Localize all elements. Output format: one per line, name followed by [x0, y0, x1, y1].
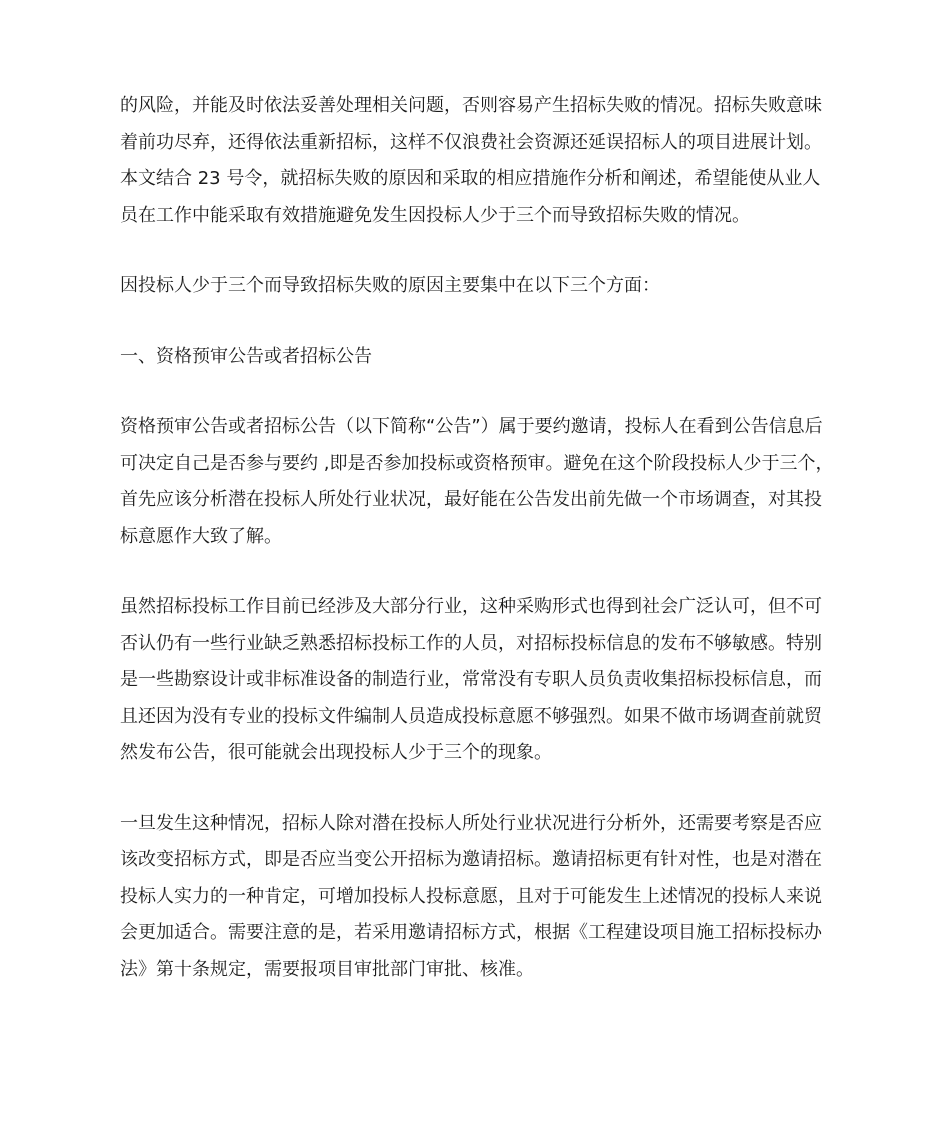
paragraph-spacer [120, 772, 832, 806]
paragraph-spacer [120, 305, 832, 339]
paragraph-invitation [120, 806, 832, 989]
text-line: 着前功尽弃，还得依法重新招标，这样不仅浪费社会资源还延误招标人的项目进展计划。 [120, 131, 822, 153]
text-line: 可决定自己是否参与要约 ,即是否参加投标或资格预审。避免在这个阶段投标人少于三个， [120, 452, 834, 474]
text-line: 否认仍有一些行业缺乏熟悉招标投标工作的人员，对招标投标信息的发布不够敏感。特别 [120, 632, 822, 654]
text-line: 该改变招标方式，即是否应当变公开招标为邀请招标。邀请招标更有针对性，也是对潜在 [120, 849, 822, 870]
text-line: 投标人实力的一种肯定，可增加投标人投标意愿，且对于可能发生上述情况的投标人来说 [120, 885, 822, 907]
text-line: 员在工作中能采取有效措施避免发生因投标人少于三个而导致招标失败的情况。 [120, 204, 750, 226]
paragraph-industry [120, 589, 832, 772]
text-line: 且还因为没有专业的投标文件编制人员造成投标意愿不够强烈。如果不做市场调查前就贸 [120, 705, 822, 727]
text-line: 标意愿作大致了解。 [120, 525, 282, 547]
heading-line: 一、资格预审公告或者招标公告 [120, 345, 372, 367]
text-line: 资格预审公告或者招标公告（以下简称“公告”）属于要约邀请，投标人在看到公告信息后 [120, 416, 823, 437]
text-line: 会更加适合。需要注意的是，若采用邀请招标方式，根据《工程建设项目施工招标投标办 [120, 922, 822, 943]
text-line: 因投标人少于三个而导致招标失败的原因主要集中在以下三个方面： [120, 275, 660, 296]
paragraph-spacer [120, 234, 832, 268]
text-line: 法》第十条规定，需要报项目审批部门审批、核准。 [120, 958, 534, 980]
paragraph-causes-intro [120, 268, 832, 305]
section-heading [120, 339, 832, 376]
paragraph-spacer [120, 375, 832, 409]
text-line: 是一些勘察设计或非标准设备的制造行业，常常没有专职人员负责收集招标投标信息，而 [120, 669, 822, 690]
text-line: 一旦发生这种情况，招标人除对潜在投标人所处行业状况进行分析外，还需要考察是否应 [120, 812, 822, 834]
document-body [120, 88, 832, 988]
paragraph-intro [120, 88, 832, 234]
text-line: 首先应该分析潜在投标人所处行业状况，最好能在公告发出前先做一个市场调查，对其投 [120, 489, 822, 510]
text-line: 虽然招标投标工作目前已经涉及大部分行业，这种采购形式也得到社会广泛认可，但不可 [120, 596, 822, 617]
text-line: 然发布公告，很可能就会出现投标人少于三个的现象。 [120, 742, 552, 763]
text-line: 本文结合 23 号令，就招标失败的原因和采取的相应措施作分析和阐述，希望能使从业人 [120, 168, 821, 189]
paragraph-spacer [120, 555, 832, 589]
paragraph-announcement [120, 409, 832, 555]
text-line: 的风险，并能及时依法妥善处理相关问题，否则容易产生招标失败的情况。招标失败意味 [120, 95, 822, 116]
